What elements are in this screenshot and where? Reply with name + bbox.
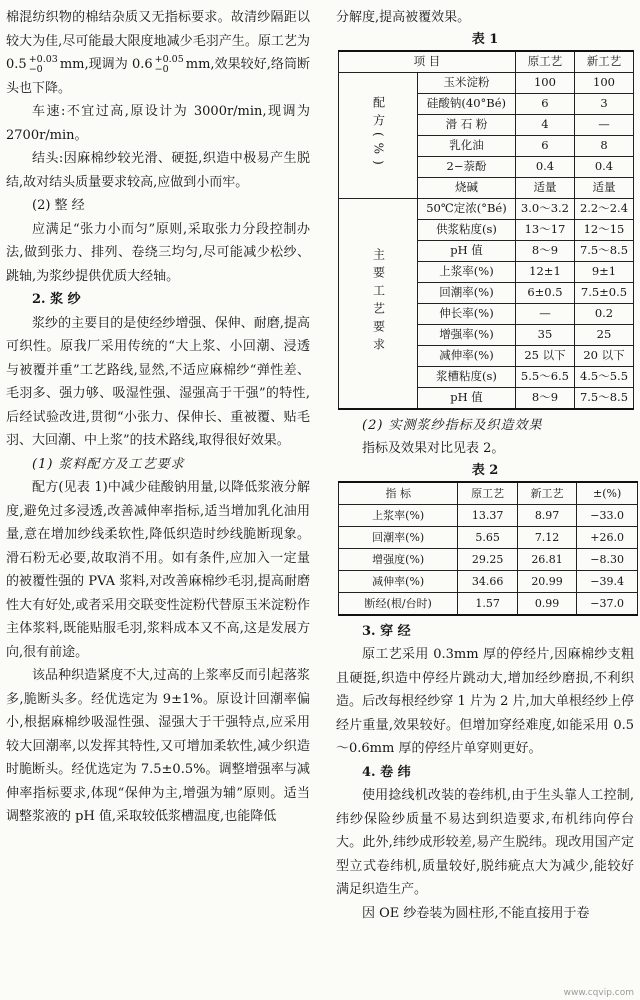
table2-cell: 减伸率(%): [339, 570, 458, 592]
table2-cell: −37.0: [577, 592, 638, 615]
table2-row: [339, 548, 638, 570]
table1-group-text: 主要工艺要求: [371, 247, 386, 356]
table2-cell: 0.99: [517, 592, 576, 615]
table1-cell: 100: [574, 72, 633, 93]
table2-cell: 增强度(%): [339, 548, 458, 570]
table1-cell: 供浆粘度(s): [418, 219, 516, 240]
table1-row: [339, 72, 634, 93]
table1-cell: 8～9: [515, 240, 574, 261]
heading-size-formula: (1) 浆料配方及工艺要求: [32, 456, 185, 472]
table2-row: [339, 570, 638, 592]
table1-cell: 25: [574, 324, 633, 345]
table1-cell: 25 以下: [515, 345, 574, 366]
table2-caption: 表 2: [471, 462, 499, 478]
table1-cell: 上浆率(%): [418, 261, 516, 282]
paragraph-effect: 指标及效果对比见表 2。: [362, 441, 505, 456]
table1-cell: 4: [515, 114, 574, 135]
table2-cell: 5.65: [458, 526, 517, 548]
table1-cell: 伸长率(%): [418, 303, 516, 324]
table2-head-change: ±(%): [577, 482, 638, 505]
table1-cell: 3: [574, 93, 633, 114]
table2-cell: 1.57: [458, 592, 517, 615]
table1-cell: 100: [515, 72, 574, 93]
table2-cell: 34.66: [458, 570, 517, 592]
table1-cell: 5.5～6.5: [515, 366, 574, 387]
table-1: [338, 50, 634, 410]
table1-cell: 4.5～5.5: [574, 366, 633, 387]
paragraph-oe-yarn: 因 OE 纱卷装为圆柱形,不能直接用于卷: [362, 905, 590, 921]
table1-cell: 20 以下: [574, 345, 633, 366]
table2-cell: −33.0: [577, 504, 638, 526]
table1-cell: 12±1: [515, 261, 574, 282]
table1-cell: —: [515, 303, 574, 324]
table-2: [338, 481, 638, 616]
table1-group-text: 配方(%): [371, 96, 386, 171]
table1-cell: 3.0～3.2: [515, 198, 574, 219]
table1-cell: 7.5±0.5: [574, 282, 633, 303]
table2-body: [339, 504, 638, 615]
table1-cell: 乳化油: [418, 135, 516, 156]
table1-cell: 6±0.5: [515, 282, 574, 303]
table1-cell: 6: [515, 93, 574, 114]
table2-row: [339, 504, 638, 526]
table1-cell: pH 值: [418, 387, 516, 409]
left-column: [6, 6, 310, 829]
heading-pirn-winding: 4. 卷 纬: [362, 764, 411, 780]
table1-cell: 0.4: [574, 156, 633, 177]
table1-cell: 滑 石 粉: [418, 114, 516, 135]
heading-warping: (2) 整 经: [32, 198, 85, 213]
table2-cell: 26.81: [517, 548, 576, 570]
table1-cell: 烧碱: [418, 177, 516, 198]
table2-cell: −8.30: [577, 548, 638, 570]
table1-cell: 2−萘酚: [418, 156, 516, 177]
table1-cell: 13～17: [515, 219, 574, 240]
table1-cell: 8: [574, 135, 633, 156]
table1-cell: 6: [515, 135, 574, 156]
paragraph-parameters: 该品种织造紧度不大,过高的上浆率反而引起落浆多,脆断头多。经优选定为 9±1%。原设计回潮率偏小,根据麻棉纱吸湿性强、湿强大于干强特点,应采用较大回潮率,以发挥其特性,又可增加柔软性,减少织造时脆断头。经优选定为 7.5±0.5%。调整增强率与减伸率指标要求,体现“保伸为主,增强为辅”原则。适当调整浆液的 pH 值,采取较低浆槽温度,也能降低: [6, 668, 310, 824]
table1-header-row: [339, 51, 634, 73]
table2-head-original: 原工艺: [458, 482, 517, 505]
table2-cell: −39.4: [577, 570, 638, 592]
paragraph-drawing-in: 原工艺采用 0.3mm 厚的停经片,因麻棉纱支粗且硬挺,织造中停经片跳动大,增加经纱磨损,不利织造。后改每根经纱穿 1 片为 2 片,加大单根经纱上停经片重量,效果较好。但增加穿经难度,如能采用 0.5～0.6mm 厚的停经片单穿则更好。: [336, 647, 634, 756]
table1-cell: 9±1: [574, 261, 633, 282]
paragraph-knot: 结头:因麻棉纱较光滑、硬挺,织造中极易产生脱结,故对结头质量要求较高,应做到小而牢。: [6, 151, 310, 190]
table1-cell: 适量: [515, 177, 574, 198]
watermark: www.cqvip.com: [563, 988, 634, 998]
right-column: [336, 6, 634, 925]
table1-cell: 硅酸钠(40°Bé): [418, 93, 516, 114]
table2-cell: 回潮率(%): [339, 526, 458, 548]
table1-cell: 35: [515, 324, 574, 345]
table1-cell: 0.4: [515, 156, 574, 177]
table2-cell: 断经(根/台时): [339, 592, 458, 615]
table2-row: [339, 526, 638, 548]
table1-cell: 浆槽粘度(s): [418, 366, 516, 387]
table1-head-original: 原工艺: [515, 51, 574, 73]
table2-cell: 20.99: [517, 570, 576, 592]
table1-cell: 8～9: [515, 387, 574, 409]
table2-row: [339, 592, 638, 615]
table2-cell: 13.37: [458, 504, 517, 526]
table1-head-item: 项 目: [339, 51, 516, 73]
table1-cell: pH 值: [418, 240, 516, 261]
table1-cell: 玉米淀粉: [418, 72, 516, 93]
paragraph-clearer: 棉混纺织物的棉结杂质又无指标要求。故清纱隔距以较大为佳,尽可能最大限度地减少毛羽产生。原工艺为 0.5 +0.03 −0 mm,现调为 0.6 +0.05 −0 mm,效果较好,络筒断头也下降。: [6, 10, 311, 96]
table1-cell: 0.2: [574, 303, 633, 324]
table2-head-index: 指 标: [339, 482, 458, 505]
paragraph-pirn-winding: 使用捻线机改装的卷纬机,由于生头靠人工控制,纬纱保险纱质量不易达到织造要求,布机纬向停台大。此外,纬纱成形较差,易产生脱纬。现改用国产定型立式卷纬机,质量较好,脱纬疵点大为减少,能较好满足织造生产。: [336, 788, 634, 897]
tolerance-original: +0.03 −0: [28, 53, 58, 75]
table1-head-new: 新工艺: [574, 51, 633, 73]
paragraph-warping: 应满足“张力小而匀”原则,采取张力分段控制办法,做到张力、排列、卷绕三均匀,尽可能减少松纱、跳轴,为浆纱提供优质大经轴。: [6, 221, 310, 284]
table1-cell: 50℃定浓(°Bé): [418, 198, 516, 219]
table1-group-label: [339, 198, 418, 409]
paragraph-sizing: 浆纱的主要目的是使经纱增强、保伸、耐磨,提高可织性。原我厂采用传统的“大上浆、小回潮、浸透与被覆并重”工艺路线,显然,不适应麻棉纱“弹性差、毛羽多、强力够、吸湿性强、湿强高于干强”的特性,后经试验改进,贯彻“小张力、保伸长、重被覆、贴毛羽、大回潮、中上浆”的技术路线,取得很好效果。: [6, 315, 310, 448]
table2-cell: 7.12: [517, 526, 576, 548]
paragraph-continued: 分解度,提高被覆效果。: [336, 10, 471, 25]
table1-cell: 适量: [574, 177, 633, 198]
table1-cell: 7.5～8.5: [574, 240, 633, 261]
table1-cell: 7.5～8.5: [574, 387, 633, 409]
table1-cell: 减伸率(%): [418, 345, 516, 366]
table2-header-row: [339, 482, 638, 505]
table2-cell: 29.25: [458, 548, 517, 570]
table2-cell: 8.97: [517, 504, 576, 526]
tolerance-new: +0.05 −0: [154, 53, 184, 75]
table1-body: [339, 72, 634, 409]
table1-cell: —: [574, 114, 633, 135]
table2-head-new: 新工艺: [517, 482, 576, 505]
heading-drawing-in: 3. 穿 经: [362, 623, 411, 639]
table1-cell: 回潮率(%): [418, 282, 516, 303]
table2-cell: +26.0: [577, 526, 638, 548]
heading-effect: (2) 实测浆纱指标及织造效果: [362, 417, 543, 433]
table1-cell: 增强率(%): [418, 324, 516, 345]
paragraph-speed: 车速:不宜过高,原设计为 3000r/min,现调为 2700r/min。: [6, 104, 310, 143]
table1-group-label: [339, 72, 418, 198]
table1-cell: 12～15: [574, 219, 633, 240]
heading-sizing: 2. 浆 纱: [32, 292, 81, 307]
table1-cell: 2.2～2.4: [574, 198, 633, 219]
paragraph-formula: 配方(见表 1)中减少硅酸钠用量,以降低浆液分解度,避免过多浸透,改善减伸率指标,适当增加乳化油用量,意在增加纱线柔软性,降低织造时纱线脆断现象。滑石粉无必要,故取消不用。如有条件,应加入一定量的被覆性强的 PVA 浆料,对改善麻棉纱毛羽,提高耐磨性大有好处,或者采用交联变性淀粉代替原玉米淀粉作主体浆料,既能贴服毛羽,浆料成本又不高,这是发展方向,很有前途。: [6, 480, 310, 660]
table1-row: [339, 198, 634, 219]
table1-caption: 表 1: [471, 31, 499, 47]
table2-cell: 上浆率(%): [339, 504, 458, 526]
